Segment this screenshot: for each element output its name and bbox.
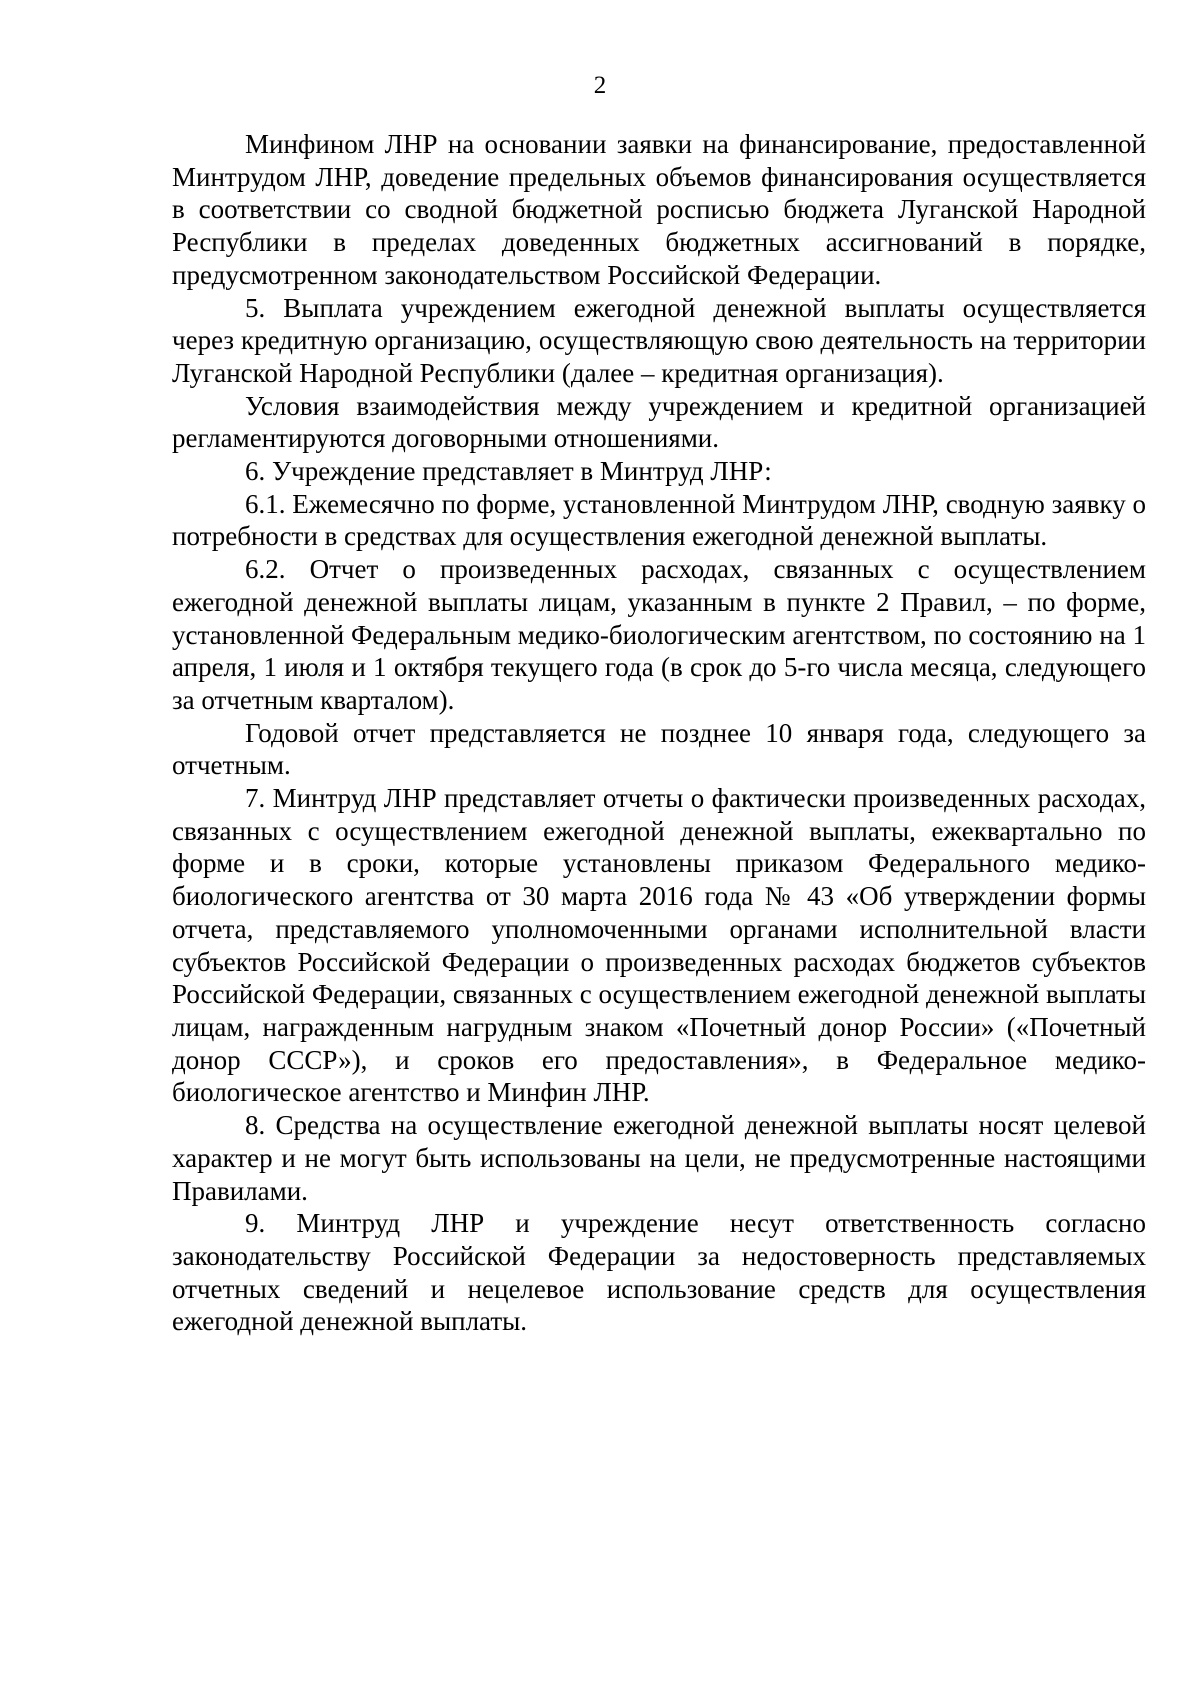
paragraph-6-1-monthly-request: 6.1. Ежемесячно по форме, установленной Минтрудом ЛНР, сводную заявку о потребности в средствах для осуществления ежегодной денежной выплаты.	[172, 488, 1146, 552]
paragraph-interaction-conditions: Условия взаимодействия между учреждением и кредитной организацией регламентируются договорными отношениями.	[172, 390, 1146, 454]
document-body	[172, 128, 1146, 1338]
paragraph-6-2-expense-report: 6.2. Отчет о произведенных расходах, связанных с осуществлением ежегодной денежной выплаты лицам, указанным в пункте 2 Правил, – по форме, установленной Федеральным медико-биологическим агентством, по состоянию на 1 апреля, 1 июля и 1 октября текущего года (в срок до 5-го числа месяца, следующего за отчетным кварталом).	[172, 554, 1146, 715]
paragraph-5-payment: 5. Выплата учреждением ежегодной денежной выплаты осуществляется через кредитную организацию, осуществляющую свою деятельность на территории Луганской Народной Республики (далее – кредитная организация).	[172, 292, 1146, 388]
paragraph-6-institution-submits: 6. Учреждение представляет в Минтруд ЛНР:	[245, 456, 772, 487]
paragraph-7-ministry-reports: 7. Минтруд ЛНР представляет отчеты о фактически произведенных расходах, связанных с осуществлением ежегодной денежной выплаты, ежеквартально по форме и в сроки, которые установлены приказом Федерального медико-биологического агентства от 30 марта 2016 года № 43 «Об утверждении формы отчета, представляемого уполномоченными органами исполнительной власти субъектов Российской Федерации о произведенных расходах бюджетов субъектов Российской Федерации, связанных с осуществлением ежегодной денежной выплаты лицам, награжденным нагрудным знаком «Почетный донор России» («Почетный донор СССР»), и сроков его предоставления», в Федеральное медико-биологическое агентство и Минфин ЛНР.	[172, 783, 1146, 1108]
page-number: 2	[593, 72, 607, 99]
paragraph-8-targeted-funds: 8. Средства на осуществление ежегодной денежной выплаты носят целевой характер и не могут быть использованы на цели, не предусмотренные настоящими Правилами.	[172, 1110, 1146, 1206]
paragraph-financing: Минфином ЛНР на основании заявки на финансирование, предоставленной Минтрудом ЛНР, доведение предельных объемов финансирования осуществляется в соответствии со сводной бюджетной росписью бюджета Луганской Народной Республики в пределах доведенных бюджетных ассигнований в порядке, предусмотренном законодательством Российской Федерации.	[172, 129, 1146, 290]
paragraph-9-responsibility: 9. Минтруд ЛНР и учреждение несут ответственность согласно законодательству Российской Федерации за недостоверность представляемых отчетных сведений и нецелевое использование средств для осуществления ежегодной денежной выплаты.	[172, 1208, 1146, 1337]
paragraph-annual-report: Годовой отчет представляется не позднее 10 января года, следующего за отчетным.	[172, 717, 1146, 781]
